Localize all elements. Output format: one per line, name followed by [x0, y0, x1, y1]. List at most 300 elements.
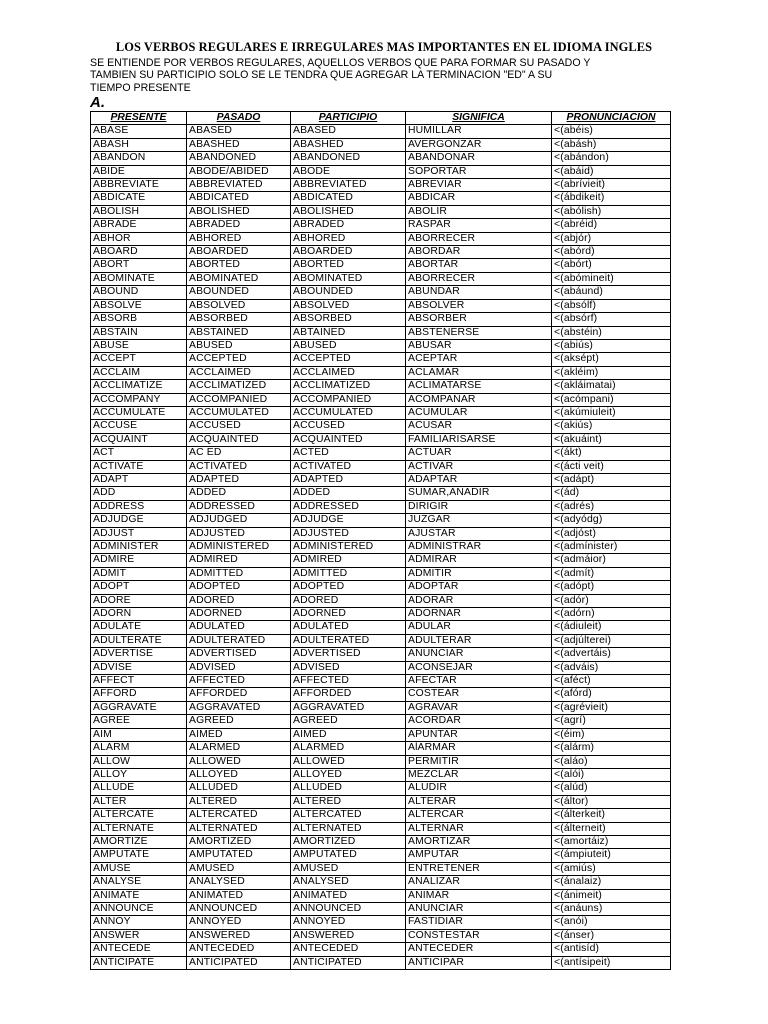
participio-cell: ACCUMULATED: [291, 406, 406, 419]
pasado-cell: ACCLIMATIZED: [187, 380, 291, 393]
participio-cell: ACTED: [291, 447, 406, 460]
participio-cell: ADOPTED: [291, 581, 406, 594]
significa-cell: ALUDIR: [406, 782, 552, 795]
table-row: [91, 554, 671, 567]
significa-cell: HUMILLAR: [406, 125, 552, 138]
pronunciacion-cell: <(adrés): [552, 500, 671, 513]
pronunciacion-cell: <(abrívieit): [552, 179, 671, 192]
presente-cell: ADVISE: [91, 661, 187, 674]
presente-cell: ABASH: [91, 138, 187, 151]
pronunciacion-cell: <(abáund): [552, 286, 671, 299]
significa-cell: ABORRECER: [406, 232, 552, 245]
pasado-cell: ADVISED: [187, 661, 291, 674]
significa-cell: AGRAVAR: [406, 701, 552, 714]
pronunciacion-cell: <(alói): [552, 768, 671, 781]
pronunciacion-cell: <(akiús): [552, 420, 671, 433]
presente-cell: ABASE: [91, 125, 187, 138]
presente-cell: AFFORD: [91, 688, 187, 701]
participio-cell: ALLOWED: [291, 755, 406, 768]
pasado-cell: ACTIVATED: [187, 460, 291, 473]
significa-cell: ALTERNAR: [406, 822, 552, 835]
participio-cell: ABASED: [291, 125, 406, 138]
header-participio: PARTICIPIO: [291, 112, 406, 125]
presente-cell: ACTIVATE: [91, 460, 187, 473]
pronunciacion-cell: <(adjóst): [552, 527, 671, 540]
pronunciacion-cell: <(aféct): [552, 675, 671, 688]
participio-cell: ABSORBED: [291, 313, 406, 326]
significa-cell: ADOPTAR: [406, 581, 552, 594]
participio-cell: ANTECEDED: [291, 943, 406, 956]
participio-cell: ABOLISHED: [291, 205, 406, 218]
table-row: [91, 943, 671, 956]
significa-cell: ALTERAR: [406, 795, 552, 808]
significa-cell: ABANDONAR: [406, 152, 552, 165]
table-row: [91, 768, 671, 781]
presente-cell: ACCEPT: [91, 353, 187, 366]
participio-cell: ACCLIMATIZED: [291, 380, 406, 393]
pronunciacion-cell: <(anói): [552, 916, 671, 929]
verbs-table-body: [91, 125, 671, 970]
table-row: [91, 339, 671, 352]
table-row: [91, 621, 671, 634]
significa-cell: ABORTAR: [406, 259, 552, 272]
participio-cell: AMORTIZED: [291, 835, 406, 848]
pronunciacion-cell: <(adváis): [552, 661, 671, 674]
pasado-cell: ADAPTED: [187, 473, 291, 486]
significa-cell: AJUSTAR: [406, 527, 552, 540]
pasado-cell: ACCUSED: [187, 420, 291, 433]
participio-cell: ANNOYED: [291, 916, 406, 929]
pronunciacion-cell: <(akláimatai): [552, 380, 671, 393]
significa-cell: ACTUAR: [406, 447, 552, 460]
participio-cell: AMUSED: [291, 862, 406, 875]
participio-cell: ALLUDED: [291, 782, 406, 795]
presente-cell: ABSTAIN: [91, 326, 187, 339]
table-row: [91, 205, 671, 218]
significa-cell: ACOMPAÑAR: [406, 393, 552, 406]
pronunciacion-cell: <(abórt): [552, 259, 671, 272]
intro-paragraph: [90, 57, 690, 94]
participio-cell: ADDED: [291, 487, 406, 500]
presente-cell: ACCLIMATIZE: [91, 380, 187, 393]
pronunciacion-cell: <(alárm): [552, 742, 671, 755]
presente-cell: ABSORB: [91, 313, 187, 326]
pronunciacion-cell: <(abéis): [552, 125, 671, 138]
table-row: [91, 876, 671, 889]
significa-cell: ACORDAR: [406, 715, 552, 728]
participio-cell: ANTICIPATED: [291, 956, 406, 969]
table-row: [91, 581, 671, 594]
pasado-cell: AFFECTED: [187, 675, 291, 688]
pasado-cell: ALLOYED: [187, 768, 291, 781]
significa-cell: DIRIGIR: [406, 500, 552, 513]
table-row: [91, 835, 671, 848]
pasado-cell: ANNOYED: [187, 916, 291, 929]
section-letter: A.: [90, 94, 105, 111]
significa-cell: ANIMAR: [406, 889, 552, 902]
pasado-cell: ALTERNATED: [187, 822, 291, 835]
significa-cell: ADAPTAR: [406, 473, 552, 486]
participio-cell: ACCLAIMED: [291, 366, 406, 379]
significa-cell: APUNTAR: [406, 728, 552, 741]
participio-cell: ADORED: [291, 594, 406, 607]
pasado-cell: ABSOLVED: [187, 299, 291, 312]
table-row: [91, 125, 671, 138]
presente-cell: ABORT: [91, 259, 187, 272]
pasado-cell: ABSTAINED: [187, 326, 291, 339]
presente-cell: ADMIT: [91, 567, 187, 580]
header-presente: PRESENTE: [91, 112, 187, 125]
significa-cell: ENTRETENER: [406, 862, 552, 875]
participio-cell: ACCOMPANIED: [291, 393, 406, 406]
significa-cell: FAMILIARISARSE: [406, 433, 552, 446]
table-row: [91, 299, 671, 312]
participio-cell: ABASHED: [291, 138, 406, 151]
header-row: [91, 112, 671, 125]
table-row: [91, 219, 671, 232]
presente-cell: ADORN: [91, 608, 187, 621]
significa-cell: ACEPTAR: [406, 353, 552, 366]
presente-cell: ADDRESS: [91, 500, 187, 513]
pasado-cell: ANIMATED: [187, 889, 291, 902]
pasado-cell: AC ED: [187, 447, 291, 460]
participio-cell: ABODE: [291, 165, 406, 178]
pasado-cell: ADDED: [187, 487, 291, 500]
table-row: [91, 916, 671, 929]
table-row: [91, 956, 671, 969]
significa-cell: ACTIVAR: [406, 460, 552, 473]
presente-cell: ADJUST: [91, 527, 187, 540]
pasado-cell: ADJUSTED: [187, 527, 291, 540]
pasado-cell: ABOLISHED: [187, 205, 291, 218]
significa-cell: ABORDAR: [406, 246, 552, 259]
pasado-cell: AIMED: [187, 728, 291, 741]
significa-cell: ABDICAR: [406, 192, 552, 205]
participio-cell: ABTAINED: [291, 326, 406, 339]
table-row: [91, 473, 671, 486]
pronunciacion-cell: <(akúmiuleit): [552, 406, 671, 419]
significa-cell: SUMAR,AÑADIR: [406, 487, 552, 500]
participio-cell: AMPUTATED: [291, 849, 406, 862]
pasado-cell: ANTECEDED: [187, 943, 291, 956]
table-row: [91, 849, 671, 862]
significa-cell: ABSOLVER: [406, 299, 552, 312]
pasado-cell: ABDICATED: [187, 192, 291, 205]
table-row: [91, 165, 671, 178]
pasado-cell: ADULTERATED: [187, 634, 291, 647]
presente-cell: ADMIRE: [91, 554, 187, 567]
presente-cell: ACCLAIM: [91, 366, 187, 379]
table-row: [91, 460, 671, 473]
pasado-cell: ANALYSED: [187, 876, 291, 889]
pronunciacion-cell: <(agrí): [552, 715, 671, 728]
participio-cell: ABHORED: [291, 232, 406, 245]
pronunciacion-cell: <(admínister): [552, 541, 671, 554]
pronunciacion-cell: <(abórd): [552, 246, 671, 259]
pronunciacion-cell: <(amortáiz): [552, 835, 671, 848]
presente-cell: ABOUND: [91, 286, 187, 299]
participio-cell: AFFECTED: [291, 675, 406, 688]
significa-cell: RASPAR: [406, 219, 552, 232]
significa-cell: ACONSEJAR: [406, 661, 552, 674]
intro-line: SE ENTIENDE POR VERBOS REGULARES, AQUELLOS VERBOS QUE PARA FORMAR SU PASADO Y: [90, 57, 591, 69]
pasado-cell: ADMIRED: [187, 554, 291, 567]
participio-cell: ADVISED: [291, 661, 406, 674]
pasado-cell: ALTERED: [187, 795, 291, 808]
table-row: [91, 527, 671, 540]
presente-cell: ABDICATE: [91, 192, 187, 205]
pronunciacion-cell: <(éim): [552, 728, 671, 741]
significa-cell: ALTERCAR: [406, 809, 552, 822]
table-row: [91, 675, 671, 688]
participio-cell: ABBREVIATED: [291, 179, 406, 192]
presente-cell: ADJUDGE: [91, 514, 187, 527]
pasado-cell: ANTICIPATED: [187, 956, 291, 969]
significa-cell: ADMIRAR: [406, 554, 552, 567]
participio-cell: ADJUSTED: [291, 527, 406, 540]
table-row: [91, 742, 671, 755]
table-row: [91, 420, 671, 433]
pasado-cell: ACCOMPANIED: [187, 393, 291, 406]
significa-cell: ADORAR: [406, 594, 552, 607]
significa-cell: ABREVIAR: [406, 179, 552, 192]
presente-cell: ADULTERATE: [91, 634, 187, 647]
pronunciacion-cell: <(antisíd): [552, 943, 671, 956]
significa-cell: ADULTERAR: [406, 634, 552, 647]
participio-cell: ABUSED: [291, 339, 406, 352]
pasado-cell: ADULATED: [187, 621, 291, 634]
participio-cell: ABORTED: [291, 259, 406, 272]
pronunciacion-cell: <(advertáis): [552, 648, 671, 661]
table-row: [91, 433, 671, 446]
presente-cell: ABIDE: [91, 165, 187, 178]
presente-cell: ADORE: [91, 594, 187, 607]
presente-cell: ANTECEDE: [91, 943, 187, 956]
presente-cell: ADD: [91, 487, 187, 500]
significa-cell: ANTICIPAR: [406, 956, 552, 969]
presente-cell: ADOPT: [91, 581, 187, 594]
pronunciacion-cell: <(adórn): [552, 608, 671, 621]
participio-cell: ABDICATED: [291, 192, 406, 205]
presente-cell: ABOMINATE: [91, 272, 187, 285]
presente-cell: AMPUTATE: [91, 849, 187, 862]
presente-cell: AGGRAVATE: [91, 701, 187, 714]
pronunciacion-cell: <(abstéin): [552, 326, 671, 339]
table-row: [91, 889, 671, 902]
pasado-cell: ABODE/ABIDED: [187, 165, 291, 178]
participio-cell: ABOMINATED: [291, 272, 406, 285]
table-row: [91, 795, 671, 808]
participio-cell: AGREED: [291, 715, 406, 728]
table-row: [91, 232, 671, 245]
participio-cell: ALTERED: [291, 795, 406, 808]
presente-cell: ABHOR: [91, 232, 187, 245]
participio-cell: ADULATED: [291, 621, 406, 634]
table-row: [91, 326, 671, 339]
participio-cell: ACCEPTED: [291, 353, 406, 366]
participio-cell: ADVERTISED: [291, 648, 406, 661]
presente-cell: ALTERCATE: [91, 809, 187, 822]
pronunciacion-cell: <(abréid): [552, 219, 671, 232]
table-row: [91, 809, 671, 822]
participio-cell: ADMINISTERED: [291, 541, 406, 554]
significa-cell: AlARMAR: [406, 742, 552, 755]
table-row: [91, 594, 671, 607]
participio-cell: AFFORDED: [291, 688, 406, 701]
significa-cell: AFECTAR: [406, 675, 552, 688]
significa-cell: CONSTESTAR: [406, 929, 552, 942]
pasado-cell: AFFORDED: [187, 688, 291, 701]
significa-cell: FASTIDIAR: [406, 916, 552, 929]
table-row: [91, 192, 671, 205]
pronunciacion-cell: <(abólish): [552, 205, 671, 218]
pasado-cell: ABRADED: [187, 219, 291, 232]
significa-cell: ABSTENERSE: [406, 326, 552, 339]
participio-cell: ALARMED: [291, 742, 406, 755]
pronunciacion-cell: <(aláo): [552, 755, 671, 768]
presente-cell: ACQUAINT: [91, 433, 187, 446]
significa-cell: ABORRECER: [406, 272, 552, 285]
participio-cell: ALTERNATED: [291, 822, 406, 835]
participio-cell: ALLOYED: [291, 768, 406, 781]
pronunciacion-cell: <(abáid): [552, 165, 671, 178]
pronunciacion-cell: <(ámpiuteit): [552, 849, 671, 862]
participio-cell: ACQUAINTED: [291, 433, 406, 446]
pasado-cell: ADDRESSED: [187, 500, 291, 513]
table-row: [91, 138, 671, 151]
table-row: [91, 701, 671, 714]
table-row: [91, 380, 671, 393]
pasado-cell: ALLUDED: [187, 782, 291, 795]
significa-cell: ACUSAR: [406, 420, 552, 433]
table-row: [91, 500, 671, 513]
presente-cell: ABBREVIATE: [91, 179, 187, 192]
presente-cell: ADVERTISE: [91, 648, 187, 661]
participio-cell: ANIMATED: [291, 889, 406, 902]
presente-cell: ABUSE: [91, 339, 187, 352]
pasado-cell: AMUSED: [187, 862, 291, 875]
significa-cell: JUZGAR: [406, 514, 552, 527]
presente-cell: AIM: [91, 728, 187, 741]
presente-cell: ACCUMULATE: [91, 406, 187, 419]
participio-cell: ACCUSED: [291, 420, 406, 433]
significa-cell: SOPORTAR: [406, 165, 552, 178]
pasado-cell: ABSORBED: [187, 313, 291, 326]
pronunciacion-cell: <(abjór): [552, 232, 671, 245]
pasado-cell: ADMITTED: [187, 567, 291, 580]
intro-line: TIEMPO PRESENTE: [90, 81, 191, 94]
table-row: [91, 715, 671, 728]
significa-cell: ABUSAR: [406, 339, 552, 352]
presente-cell: ALLUDE: [91, 782, 187, 795]
table-row: [91, 353, 671, 366]
table-row: [91, 688, 671, 701]
pasado-cell: ALTERCATED: [187, 809, 291, 822]
significa-cell: ADMINISTRAR: [406, 541, 552, 554]
presente-cell: ANSWER: [91, 929, 187, 942]
pronunciacion-cell: <(abómineit): [552, 272, 671, 285]
presente-cell: ALTER: [91, 795, 187, 808]
pronunciacion-cell: <(abándon): [552, 152, 671, 165]
verbs-table: [90, 111, 671, 970]
pasado-cell: ANSWERED: [187, 929, 291, 942]
pronunciacion-cell: <(álterneit): [552, 822, 671, 835]
pronunciacion-cell: <(admáior): [552, 554, 671, 567]
significa-cell: PERMITIR: [406, 755, 552, 768]
pronunciacion-cell: <(amiús): [552, 862, 671, 875]
intro-line: TAMBIEN SU PARTICIPIO SOLO SE LE TENDRA QUE AGREGAR LA TERMINACION "ED" A SU: [90, 69, 553, 82]
pasado-cell: ADORED: [187, 594, 291, 607]
participio-cell: ADULTERATED: [291, 634, 406, 647]
pronunciacion-cell: <(adópt): [552, 581, 671, 594]
pasado-cell: ADOPTED: [187, 581, 291, 594]
pasado-cell: AMPUTATED: [187, 849, 291, 862]
significa-cell: ANALIZAR: [406, 876, 552, 889]
pronunciacion-cell: <(abiús): [552, 339, 671, 352]
table-row: [91, 487, 671, 500]
pronunciacion-cell: <(ánimeit): [552, 889, 671, 902]
pasado-cell: ABASHED: [187, 138, 291, 151]
table-row: [91, 152, 671, 165]
participio-cell: ABOUNDED: [291, 286, 406, 299]
pasado-cell: AGREED: [187, 715, 291, 728]
table-row: [91, 634, 671, 647]
participio-cell: ABOARDED: [291, 246, 406, 259]
pronunciacion-cell: <(áltor): [552, 795, 671, 808]
pronunciacion-cell: <(anáuns): [552, 902, 671, 915]
pronunciacion-cell: <(adápt): [552, 473, 671, 486]
pronunciacion-cell: <(ánalaiz): [552, 876, 671, 889]
significa-cell: ABUNDAR: [406, 286, 552, 299]
table-row: [91, 902, 671, 915]
pasado-cell: ABOUNDED: [187, 286, 291, 299]
table-row: [91, 822, 671, 835]
significa-cell: AVERGONZAR: [406, 138, 552, 151]
pasado-cell: AGGRAVATED: [187, 701, 291, 714]
pronunciacion-cell: <(absórf): [552, 313, 671, 326]
pasado-cell: ACCLAIMED: [187, 366, 291, 379]
significa-cell: ADORNAR: [406, 608, 552, 621]
presente-cell: ABANDON: [91, 152, 187, 165]
significa-cell: ANUNCIAR: [406, 902, 552, 915]
pasado-cell: ALARMED: [187, 742, 291, 755]
pronunciacion-cell: <(ánser): [552, 929, 671, 942]
presente-cell: ANNOUNCE: [91, 902, 187, 915]
pasado-cell: ADMINISTERED: [187, 541, 291, 554]
participio-cell: ANNOUNCED: [291, 902, 406, 915]
presente-cell: ADULATE: [91, 621, 187, 634]
participio-cell: ADMITTED: [291, 567, 406, 580]
pasado-cell: ACQUAINTED: [187, 433, 291, 446]
pasado-cell: AMORTIZED: [187, 835, 291, 848]
pasado-cell: ADJUDGED: [187, 514, 291, 527]
participio-cell: ADDRESSED: [291, 500, 406, 513]
table-row: [91, 929, 671, 942]
significa-cell: ABOLIR: [406, 205, 552, 218]
presente-cell: ACT: [91, 447, 187, 460]
header-pasado: PASADO: [187, 112, 291, 125]
pasado-cell: ABBREVIATED: [187, 179, 291, 192]
table-row: [91, 272, 671, 285]
pronunciacion-cell: <(adjúlterei): [552, 634, 671, 647]
presente-cell: ABSOLVE: [91, 299, 187, 312]
table-row: [91, 541, 671, 554]
pasado-cell: ABANDONED: [187, 152, 291, 165]
presente-cell: AMORTIZE: [91, 835, 187, 848]
pasado-cell: ABUSED: [187, 339, 291, 352]
pasado-cell: ADVERTISED: [187, 648, 291, 661]
significa-cell: ACUMULAR: [406, 406, 552, 419]
